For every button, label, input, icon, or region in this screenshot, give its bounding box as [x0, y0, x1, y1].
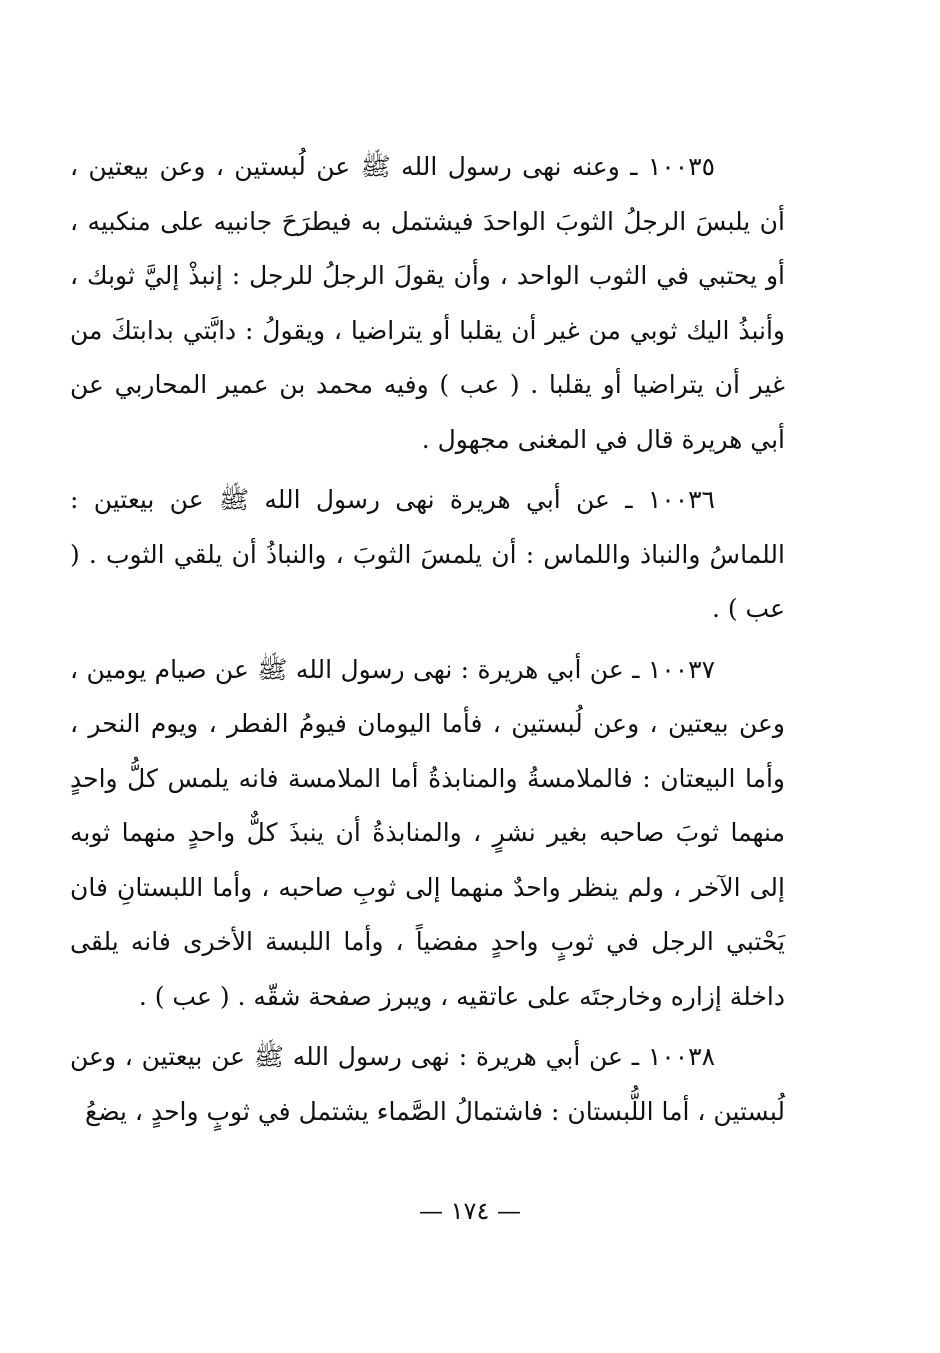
hadith-text: ـ عن أبي هريرة نهى رسول الله ﷺ عن بيعتين : اللماسُ والنباذ واللماس : أن يلمسَ الثوبَ ، والنباذُ أن يلقي الثوب . ( عب ) . [70, 485, 785, 623]
hadith-number: ١٠٠٣٧ [647, 654, 715, 684]
hadith-number: ١٠٠٣٦ [647, 485, 715, 514]
hadith-paragraph-10037 [70, 643, 785, 1025]
hadith-number: ١٠٠٣٨ [647, 1042, 715, 1071]
hadith-number: ١٠٠٣٥ [647, 152, 716, 181]
main-text [70, 140, 785, 1145]
hadith-paragraph-10038 [70, 1030, 785, 1139]
hadith-paragraph-10036 [70, 473, 785, 637]
hadith-text: ـ عن أبي هريرة : نهى رسول الله ﷺ عن بيعتين ، وعن لُبستين ، أما اللُّبستان : فاشتمالُ الصَّماء يشتمل في ثوبٍ واحدٍ ، يضعُ [70, 1042, 785, 1126]
hadith-paragraph-10035 [70, 140, 785, 467]
page-number: — ١٧٤ — [419, 1197, 521, 1225]
hadith-text: ـ وعنه نهى رسول الله ﷺ عن لُبستين ، وعن بيعتين ، أن يلبسَ الرجلُ الثوبَ الواحدَ فيشتمل به فيطرَحَ جانبيه على منكبيه ، أو يحتبي في الثوب الواحد ، وأن يقولَ الرجلُ للرجل : إنبذْ إليَّ ثوبك ، وأنبذُ اليك ثوبي من غير أن يقلبا أو يتراضيا ، ويقولُ : دابَّتي بدابتكَ من غير أن يتراضيا أو يقلبا . ( عب ) وفيه محمد بن عمير المحاربي عن أبي هريرة قال في المغنى مجهول . [70, 152, 785, 454]
hadith-text: ـ عن أبي هريرة : نهى رسول الله ﷺ عن صيام يومين ، وعن بيعتين ، وعن لُبستين ، فأما اليومان فيومُ الفطر ، ويوم النحر ، وأما البيعتان : فالملامسةُ والمنابذةُ أما الملامسة فانه يلمس كلُّ واحدٍ منهما ثوبَ صاحبه بغير نشرٍ ، والمنابذةُ أن ينبذَ كلٌّ واحدٍ منهما ثوبه إلى الآخر ، ولم ينظر واحدٌ منهما إلى ثوبِ صاحبه ، وأما اللبستانِ فان يَحْتبي الرجل في ثوبٍ واحدٍ مفضياً ، وأما اللبسة الأخرى فانه يلقى داخلة إزاره وخارجتَه على عاتقيه ، ويبرز صفحة شقّه . ( عب ) . [70, 654, 785, 1011]
